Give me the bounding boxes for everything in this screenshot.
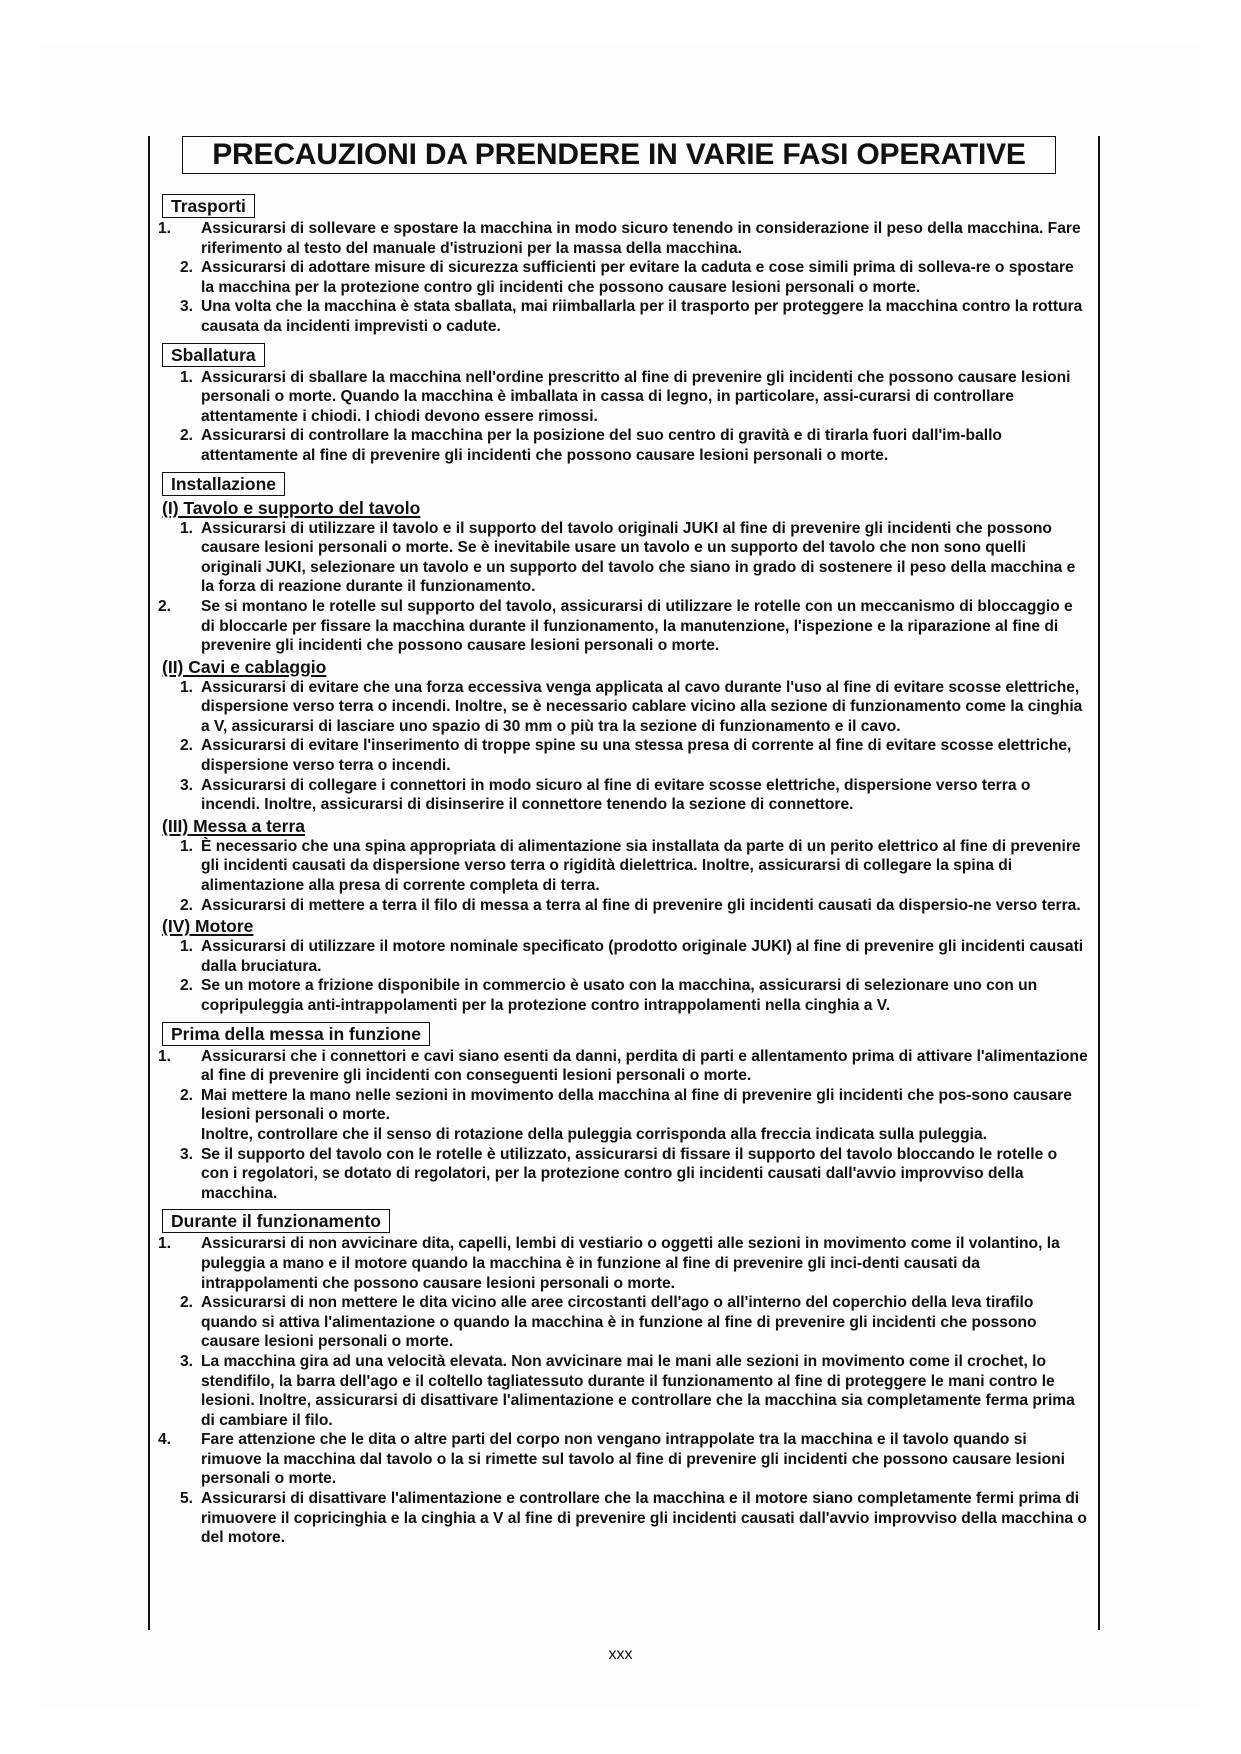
section-title: Prima della messa in funzione — [162, 1022, 430, 1046]
item-number: 1. — [180, 368, 194, 386]
item-text: La macchina gira ad una velocità elevata. Non avvicinare mai le mani alle sezioni in movimento come il crochet, lo stendifilo, la barra dell'ago e il coltello tagliatessuto durante il funzionamento al fine di proteggere le mani contro le lesioni. Inoltre, assicurarsi di disattivare l'alimentazione e controllare che la macchina sia completamente ferma prima di cambiare il filo. — [201, 1352, 1075, 1429]
item-number: 3. — [180, 1145, 194, 1163]
list-item — [156, 368, 1088, 427]
item-text: Assicurarsi di sollevare e spostare la macchina in modo sicuro tenendo in considerazione il peso della macchina. Fare riferimento al testo del manuale d'istruzioni per la massa della macchina. — [201, 220, 1081, 257]
item-number: 1. — [158, 220, 172, 237]
subsection-title: (III) Messa a terra — [162, 815, 305, 836]
item-number: 2. — [180, 1086, 194, 1104]
list-item — [156, 519, 1088, 597]
document-body — [156, 188, 1088, 1548]
item-text: È necessario che una spina appropriata di alimentazione sia installata da parte di un perito elettrico al fine di prevenire gli incidenti causati da dispersione verso terra o rigidità dielettrica. Inoltre, assicurarsi di collegare la spina di alimentazione alla presa di corrente completa di terra. — [201, 837, 1081, 895]
list-item — [156, 976, 1088, 1015]
item-number: 1. — [180, 837, 194, 855]
item-text: Assicurarsi di utilizzare il tavolo e il supporto del tavolo originali JUKI al fine di prevenire gli incidenti che possono causare lesioni personali o morte. Se è inevitabile usare un tavolo e un supporto del tavolo che non sono quelli originali JUKI, selezionare un tavolo e un supporto del tavolo che siano in grado di sostenere il peso della macchina e la forza di reazione durante il funzionamento. — [201, 519, 1076, 596]
item-text: Assicurarsi di disattivare l'alimentazione e controllare che la macchina e il motore siano completamente fermi prima di rimuovere il copricinghia e la cinghia a V al fine di prevenire gli incidenti causati dall'avvio improvviso della macchina o del motore. — [201, 1490, 1087, 1547]
item-number: 1. — [158, 1235, 172, 1253]
subsection-title: (IV) Motore — [162, 916, 254, 937]
section-2 — [156, 466, 1088, 1016]
item-text: Assicurarsi di mettere a terra il filo di messa a terra al fine di prevenire gli incidenti causati da dispersio-ne verso terra. — [201, 896, 1081, 914]
list-item — [156, 1145, 1088, 1204]
page-title: PRECAUZIONI DA PRENDERE IN VARIE FASI OPERATIVE — [182, 136, 1056, 174]
item-number: 3. — [180, 776, 194, 794]
item-number: 2. — [180, 427, 194, 445]
list-item — [156, 837, 1088, 896]
item-text: Assicurarsi di controllare la macchina per la posizione del suo centro di gravità e di tirarla fuori dall'im-ballo attentamente al fine di prevenire gli incidenti che possono causare lesioni personali o morte. — [201, 427, 1002, 464]
section-0 — [156, 188, 1088, 337]
item-number: 1. — [180, 519, 194, 537]
item-number: 4. — [158, 1431, 172, 1449]
item-number: 2. — [180, 259, 194, 277]
list-item — [156, 937, 1088, 976]
section-1 — [156, 337, 1088, 466]
list-item — [156, 896, 1088, 916]
subsection-title: (I) Tavolo e supporto del tavolo — [162, 497, 421, 518]
list-item — [156, 1047, 1088, 1086]
item-text: Se si montano le rotelle sul supporto del tavolo, assicurarsi di utilizzare le rotelle con un meccanismo di bloccaggio e di bloccarle per fissare la macchina durante il funzionamento, la manutenzione, l'ispezione e la riparazione al fine di prevenire gli incidenti che possono causare lesioni personali o morte. — [201, 597, 1073, 655]
item-number: 2. — [158, 597, 172, 615]
item-number: 2. — [180, 977, 194, 995]
item-text: Assicurarsi di non mettere le dita vicino alle aree circostanti dell'ago o all'interno del coperchio della leva tirafilo quando si attiva l'alimentazione o quando la macchina è in funzione al fine di prevenire gli incidenti che possono causare lesioni personali o morte. — [201, 1294, 1037, 1351]
section-4 — [156, 1203, 1088, 1548]
list-item — [156, 597, 1088, 656]
item-text: Assicurarsi di evitare che una forza eccessiva venga applicata al cavo durante l'uso al fine di evitare scosse elettriche, dispersione verso terra o incendi. Inoltre, se è necessario cablare vicino alla sezione di funzionamento come la cinghia a V, assicurarsi di lasciare uno spazio di 30 mm o più tra la sezione di funzionamento e il cavo. — [201, 678, 1083, 735]
section-title: Sballatura — [162, 343, 265, 367]
section-title: Installazione — [162, 472, 285, 496]
section-title: Trasporti — [162, 194, 255, 218]
section-3 — [156, 1016, 1088, 1204]
list-item — [156, 297, 1088, 336]
item-number: 5. — [180, 1490, 194, 1508]
item-number: 1. — [180, 678, 194, 696]
list-item — [156, 1352, 1088, 1430]
list-item — [156, 219, 1088, 258]
section-title: Durante il funzionamento — [162, 1209, 390, 1233]
item-text: Assicurarsi di collegare i connettori in modo sicuro al fine di evitare scosse elettriche, dispersione verso terra o incendi. Inoltre, assicurarsi di disinserire il connettore tenendo la sezione di connettore. — [201, 776, 1031, 814]
item-number: 3. — [180, 298, 194, 316]
item-number: 3. — [180, 1352, 194, 1370]
item-text: Fare attenzione che le dita o altre parti del corpo non vengano intrappolate tra la macchina e il tavolo quando si rimuove la macchina dal tavolo o la si rimette sul tavolo al fine di prevenire gli incidenti che possono causare lesioni personali o morte. — [201, 1431, 1065, 1488]
list-item — [156, 1430, 1088, 1489]
item-text: Assicurarsi di utilizzare il motore nominale specificato (prodotto originale JUKI) al fine di prevenire gli incidenti causati dalla bruciatura. — [201, 938, 1084, 975]
item-text: Se un motore a frizione disponibile in commercio è usato con la macchina, assicurarsi di selezionare uno con un copripuleggia anti-intrappolamenti per la protezione contro intrappolamenti nella cinghia a V. — [201, 977, 1038, 1014]
item-text: Se il supporto del tavolo con le rotelle è utilizzato, assicurarsi di fissare il supporto del tavolo bloccando le rotelle o con i regolatori, se dotato di regolatori, per la protezione contro gli incidenti causati dall'avvio improvviso della macchina. — [201, 1145, 1058, 1202]
item-text: Assicurarsi di non avvicinare dita, capelli, lembi di vestiario o oggetti alle sezioni in movimento come il volantino, la puleggia a mano e il motore quando la macchina è in funzione al fine di prevenire gli inci-denti causati da intrappolamenti che possono causare lesioni personali o morte. — [201, 1235, 1060, 1292]
item-text: Assicurarsi di adottare misure di sicurezza sufficienti per evitare la caduta e cose simili prima di solleva-re o spostare la macchina per la protezione contro gli incidenti che possono causare lesioni personali o morte. — [201, 259, 1074, 296]
list-item — [156, 776, 1088, 815]
item-text: Inoltre, controllare che il senso di rotazione della puleggia corrisponda alla freccia indicata sulla puleggia. — [201, 1125, 987, 1143]
list-item — [156, 1293, 1088, 1352]
item-text: Assicurarsi di sballare la macchina nell'ordine prescritto al fine di prevenire gli incidenti che possono causare lesioni personali o morte. Quando la macchina è imballata in cassa di legno, in particolare, assi-curarsi di controllare attentamente i chiodi. I chiodi devono essere rimossi. — [201, 368, 1071, 425]
list-item — [156, 258, 1088, 297]
item-number: 2. — [180, 896, 194, 914]
page-number: xxx — [608, 1646, 633, 1663]
list-item — [156, 736, 1088, 775]
list-item — [156, 1234, 1088, 1293]
item-text: Mai mettere la mano nelle sezioni in movimento della macchina al fine di prevenire gli incidenti che pos-sono causare lesioni personali o morte. — [201, 1086, 1072, 1124]
list-item — [156, 1086, 1088, 1145]
item-number: 1. — [180, 938, 194, 956]
item-text: Una volta che la macchina è stata sballata, mai riimballarla per il trasporto per proteggere la macchina contro la rottura causata da incidenti imprevisti o cadute. — [201, 298, 1083, 335]
list-item — [156, 678, 1088, 737]
item-number: 1. — [158, 1047, 172, 1065]
item-number: 2. — [180, 737, 194, 755]
item-number: 2. — [180, 1294, 194, 1312]
subsection-title: (II) Cavi e cablaggio — [162, 656, 327, 677]
list-item — [156, 1489, 1088, 1548]
item-text: Assicurarsi che i connettori e cavi siano esenti da danni, perdita di parti e allentamento prima di attivare l'alimentazione al fine di prevenire gli incidenti con conseguenti lesioni personali o morte. — [201, 1047, 1088, 1085]
list-item — [156, 426, 1088, 465]
item-text: Assicurarsi di evitare l'inserimento di troppe spine su una stessa presa di corrente al fine di evitare scosse elettriche, dispersione verso terra o incendi. — [201, 737, 1072, 775]
